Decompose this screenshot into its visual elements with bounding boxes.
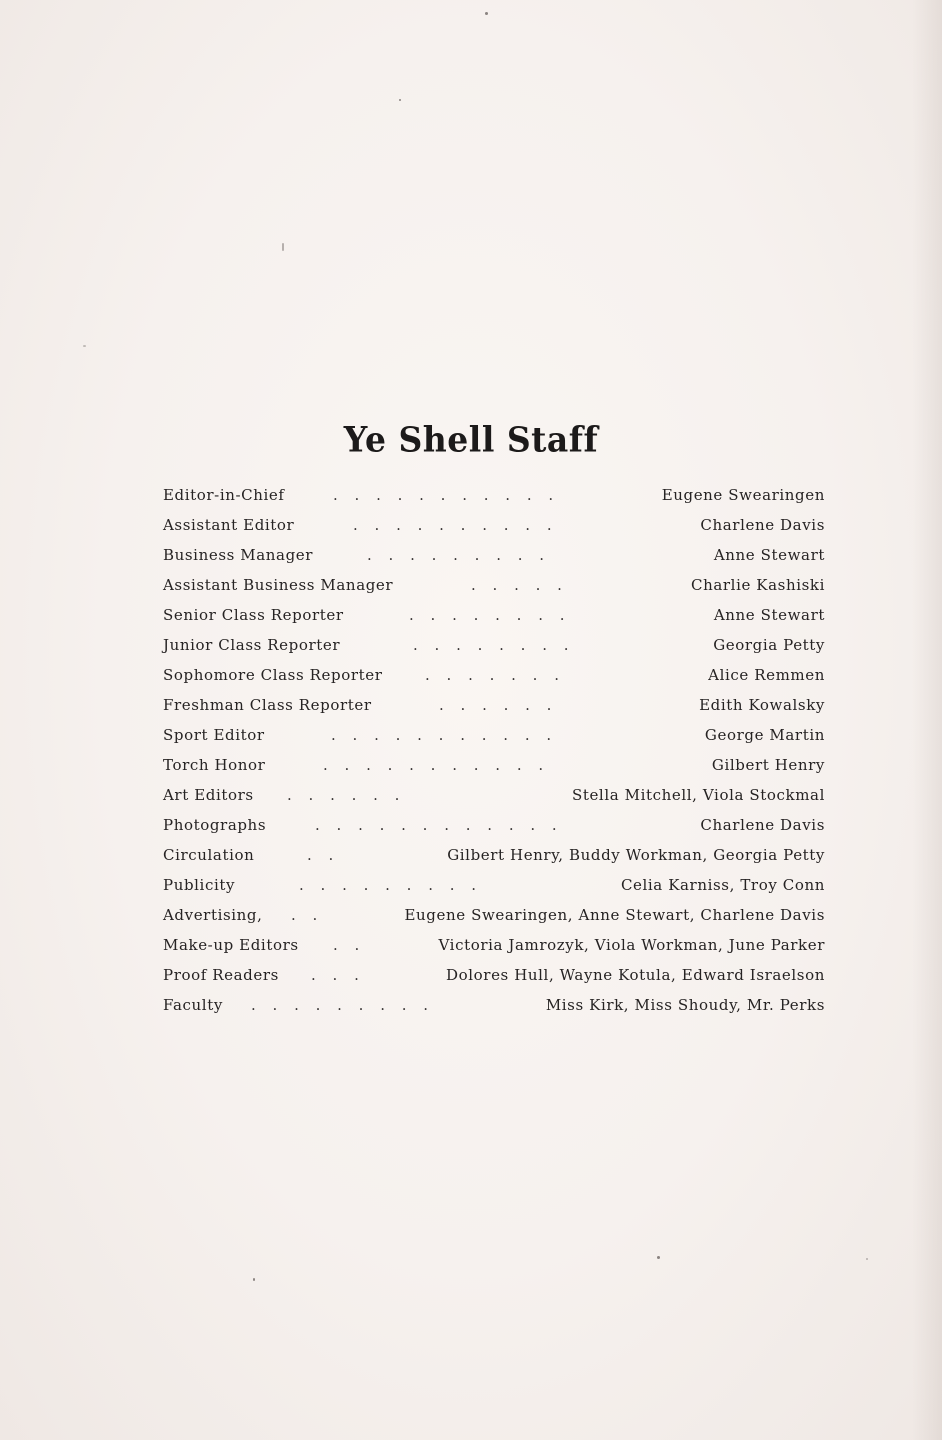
dot-leader: . . . . . .: [287, 786, 400, 804]
dot-leader: . .: [291, 906, 318, 924]
staff-role: Torch Honor: [163, 756, 266, 774]
staff-name: Victoria Jamrozyk, Viola Workman, June Parker: [438, 936, 825, 954]
staff-row: [163, 544, 825, 574]
staff-role: Art Editors: [163, 786, 254, 804]
staff-name: Celia Karniss, Troy Conn: [620, 876, 825, 894]
staff-role: Publicity: [163, 876, 236, 894]
staff-row: [163, 574, 825, 604]
staff-name: Miss Kirk, Miss Shoudy, Mr. Perks: [545, 996, 825, 1014]
staff-row: [163, 484, 825, 514]
page-edge-shadow: [912, 0, 942, 1440]
dot-leader: . . . . . . . .: [413, 636, 569, 654]
staff-name: Gilbert Henry: [711, 756, 825, 774]
staff-row: [163, 874, 825, 904]
paper-speck: [282, 243, 284, 251]
staff-role: Make-up Editors: [163, 936, 299, 954]
paper-speck: [657, 1256, 660, 1259]
dot-leader: . . . . . . . . .: [367, 546, 545, 564]
staff-name: Eugene Swearingen: [661, 486, 825, 504]
staff-name: Charlene Davis: [700, 816, 825, 834]
dot-leader: . . . . . . . . .: [251, 996, 429, 1014]
staff-row: [163, 994, 825, 1024]
staff-list: [163, 484, 825, 1024]
staff-role: Editor-in-Chief: [163, 486, 285, 504]
dot-leader: . . . . . . . . . . .: [323, 756, 544, 774]
paper-speck: [866, 1258, 868, 1260]
staff-name: George Martin: [704, 726, 825, 744]
staff-name: Charlene Davis: [700, 516, 825, 534]
dot-leader: . . . . . .: [439, 696, 552, 714]
dot-leader: . . . . . . . .: [409, 606, 565, 624]
staff-row: [163, 754, 825, 784]
staff-role: Junior Class Reporter: [163, 636, 341, 654]
staff-name: Anne Stewart: [713, 546, 825, 564]
dot-leader: . . . . .: [471, 576, 562, 594]
staff-role: Freshman Class Reporter: [163, 696, 372, 714]
staff-row: [163, 514, 825, 544]
staff-row: [163, 964, 825, 994]
staff-row: [163, 604, 825, 634]
staff-row: [163, 934, 825, 964]
staff-row: [163, 814, 825, 844]
dot-leader: . . . . . . . . . . .: [333, 486, 554, 504]
staff-role: Sophomore Class Reporter: [163, 666, 383, 684]
staff-role: Photographs: [163, 816, 267, 834]
staff-name: Edith Kowalsky: [699, 696, 825, 714]
dot-leader: . .: [333, 936, 360, 954]
staff-name: Georgia Petty: [713, 636, 825, 654]
staff-role: Circulation: [163, 846, 255, 864]
staff-role: Advertising,: [163, 906, 263, 924]
staff-role: Sport Editor: [163, 726, 265, 744]
staff-row: [163, 724, 825, 754]
staff-name: Gilbert Henry, Buddy Workman, Georgia Petty: [447, 846, 825, 864]
staff-role: Assistant Business Manager: [163, 576, 394, 594]
dot-leader: . . . . . . . . .: [299, 876, 477, 894]
page-title: Ye Shell Staff: [343, 419, 599, 460]
dot-leader: . . .: [311, 966, 359, 984]
staff-row: [163, 694, 825, 724]
staff-row: [163, 844, 825, 874]
staff-name: Stella Mitchell, Viola Stockmal: [571, 786, 825, 804]
staff-row: [163, 664, 825, 694]
staff-role: Business Manager: [163, 546, 314, 564]
paper-speck: [399, 99, 401, 101]
paper-speck: [485, 12, 488, 15]
staff-role: Senior Class Reporter: [163, 606, 344, 624]
staff-row: [163, 634, 825, 664]
staff-name: Anne Stewart: [713, 606, 825, 624]
staff-name: Charlie Kashiski: [691, 576, 825, 594]
paper-speck: [253, 1278, 255, 1281]
staff-role: Faculty: [163, 996, 223, 1014]
staff-row: [163, 784, 825, 814]
dot-leader: . . . . . . . . . . .: [331, 726, 552, 744]
dot-leader: . . . . . . .: [425, 666, 559, 684]
staff-role: Assistant Editor: [163, 516, 295, 534]
staff-name: Eugene Swearingen, Anne Stewart, Charlene Davis: [404, 906, 825, 924]
dot-leader: . .: [307, 846, 334, 864]
staff-row: [163, 904, 825, 934]
staff-name: Dolores Hull, Wayne Kotula, Edward Israelson: [446, 966, 825, 984]
staff-role: Proof Readers: [163, 966, 279, 984]
staff-name: Alice Remmen: [708, 666, 825, 684]
paper-speck: [83, 345, 86, 347]
dot-leader: . . . . . . . . . .: [353, 516, 552, 534]
dot-leader: . . . . . . . . . . . .: [315, 816, 557, 834]
